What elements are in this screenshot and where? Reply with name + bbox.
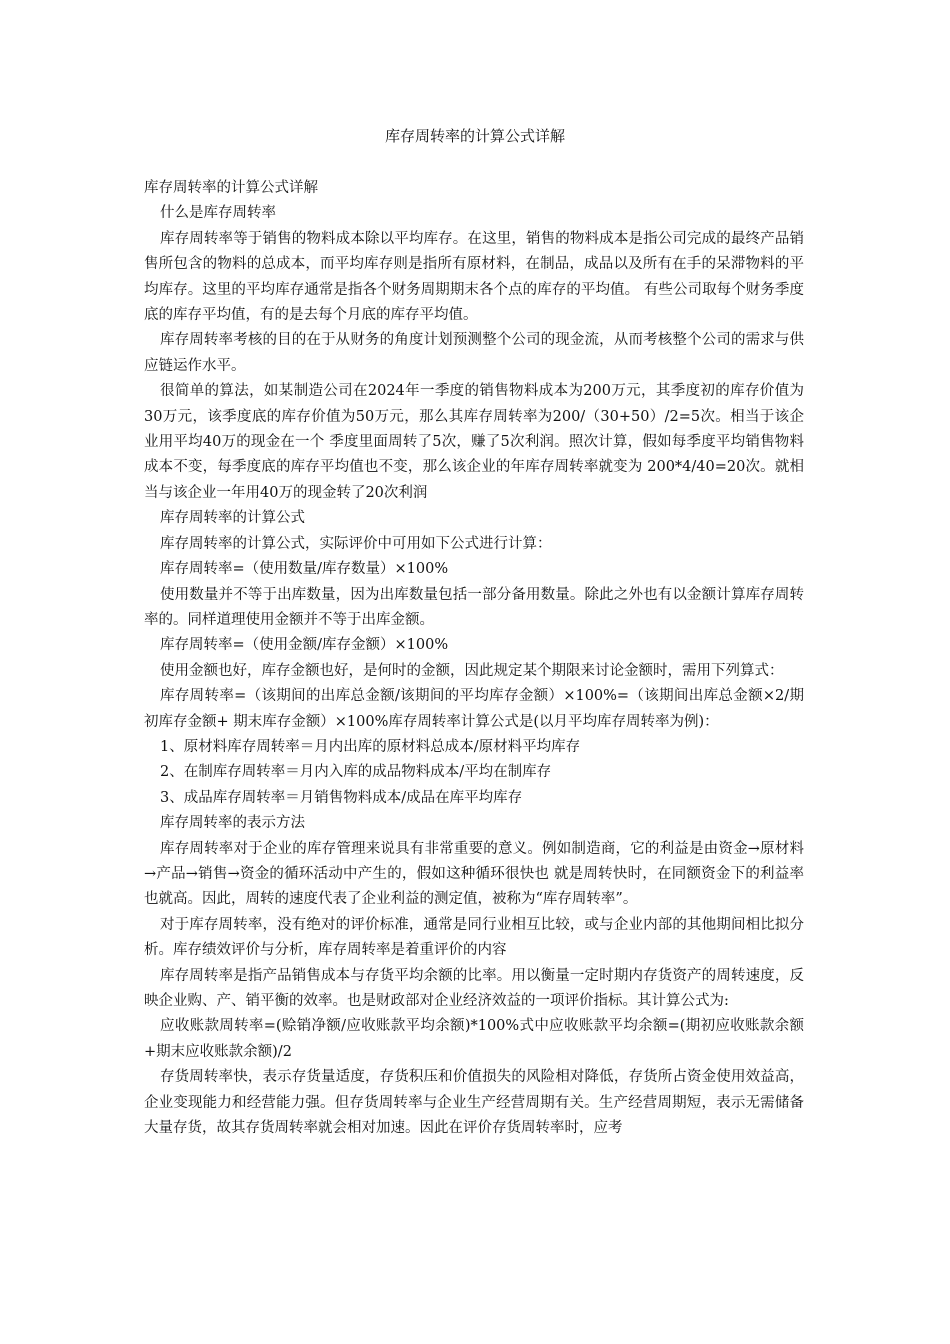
section-heading-formula: 库存周转率的计算公式 [160, 510, 305, 527]
document-title: 库存周转率的计算公式详解 [384, 127, 565, 145]
section-heading-representation: 库存周转率的表示方法 [160, 815, 305, 832]
formula-quantity: 库存周转率=（使用数量/库存数量）×100% [160, 561, 449, 578]
paragraph-evaluation: 对于库存周转率，没有绝对的评价标准，通常是同行业相互比较，或与企业内部的其他期间相比拟分析。库存绩效评价与分析，库存周转率是着重评价的内容 [144, 916, 804, 959]
body-heading: 库存周转率的计算公式详解 [144, 180, 318, 196]
formula-period: 库存周转率=（该期间的出库总金额/该期间的平均库存金额）×100%=（该期间出库总金额×2/期初库存金额+ 期末库存金额）×100%库存周转率计算公式是(以月平均库存周转率为例)： [144, 688, 804, 730]
list-item-wip: 2、在制库存周转率＝月内入库的成品物料成本/平均在制库存 [160, 764, 552, 781]
paragraph-fast-turnover: 存货周转率快，表示存货量适度，存货积压和价值损失的风险相对降低，存货所占资金使用效益高，企业变现能力和经营能力强。但存货周转率与企业生产经营周期有关。生产经营周期短，表示无需储备大量存货，故其存货周转率就会相对加速。因此在评价存货周转率时，应考 [144, 1069, 804, 1137]
paragraph-significance: 库存周转率对于企业的库存管理来说具有非常重要的意义。例如制造商，它的利益是由资金→原材料→产品→销售→资金的循环活动中产生的，假如这种循环很快也 就是周转快时，在同额资金下的利益率也就高。因此，周转的速度代表了企业利益的测定值，被称为“库存周转率”。 [144, 840, 804, 908]
formula-amount: 库存周转率=（使用金额/库存金额）×100% [160, 637, 449, 654]
paragraph-definition: 库存周转率等于销售的物料成本除以平均库存。在这里，销售的物料成本是指公司完成的最终产品销售所包含的物料的总成本，而平均库存则是指所有原材料，在制品，成品以及所有在手的呆滞物料的平均库存。这里的平均库存通常是指各个财务周期期末各个点的库存的平均值。 有些公司取每个财务季度底的库存平均值，有的是去每个月底的库存平均值。 [144, 230, 804, 324]
formula-receivables: 应收账款周转率=(赊销净额/应收账款平均余额)*100%式中应收账款平均余额=(期初应收账款余额+期末应收账款余额)/2 [144, 1018, 804, 1060]
paragraph-amount-note: 使用金额也好，库存金额也好，是何时的金额，因此规定某个期限来讨论金额时，需用下列算式： [160, 662, 784, 679]
paragraph-formula-intro: 库存周转率的计算公式，实际评价中可用如下公式进行计算： [160, 535, 552, 552]
paragraph-quantity-note: 使用数量并不等于出库数量，因为出库数量包括一部分备用数量。除此之外也有以金额计算库存周转率的。同样道理使用金额并不等于出库金额。 [144, 586, 804, 628]
section-heading-what-is: 什么是库存周转率 [160, 205, 276, 222]
list-item-raw-material: 1、原材料库存周转率＝月内出库的原材料总成本/原材料平均库存 [160, 738, 581, 755]
list-item-finished-goods: 3、成品库存周转率＝月销售物料成本/成品在库平均库存 [160, 789, 523, 806]
paragraph-purpose: 库存周转率考核的目的在于从财务的角度计划预测整个公司的现金流，从而考核整个公司的需求与供应链运作水平。 [144, 332, 804, 374]
document-body [144, 176, 804, 1141]
paragraph-ratio-definition: 库存周转率是指产品销售成本与存货平均余额的比率。用以衡量一定时期内存货资产的周转速度，反映企业购、产、销平衡的效率。也是财政部对企业经济效益的一项评价指标。其计算公式为: [144, 967, 804, 1009]
paragraph-example: 很简单的算法，如某制造公司在2024年一季度的销售物料成本为200万元，其季度初的库存价值为30万元，该季度底的库存价值为50万元，那么其库存周转率为200/（30+50）/2=5次。相当于该企业用平均40万的现金在一个 季度里面周转了5次，赚了5次利润。照次计算，假如每季度平均销售物料成本不变，每季度底的库存平均值也不变，那么该企业的年库存周转率就变为 200*4/40=20次。就相当与该企业一年用40万的现金转了20次利润 [144, 383, 804, 501]
